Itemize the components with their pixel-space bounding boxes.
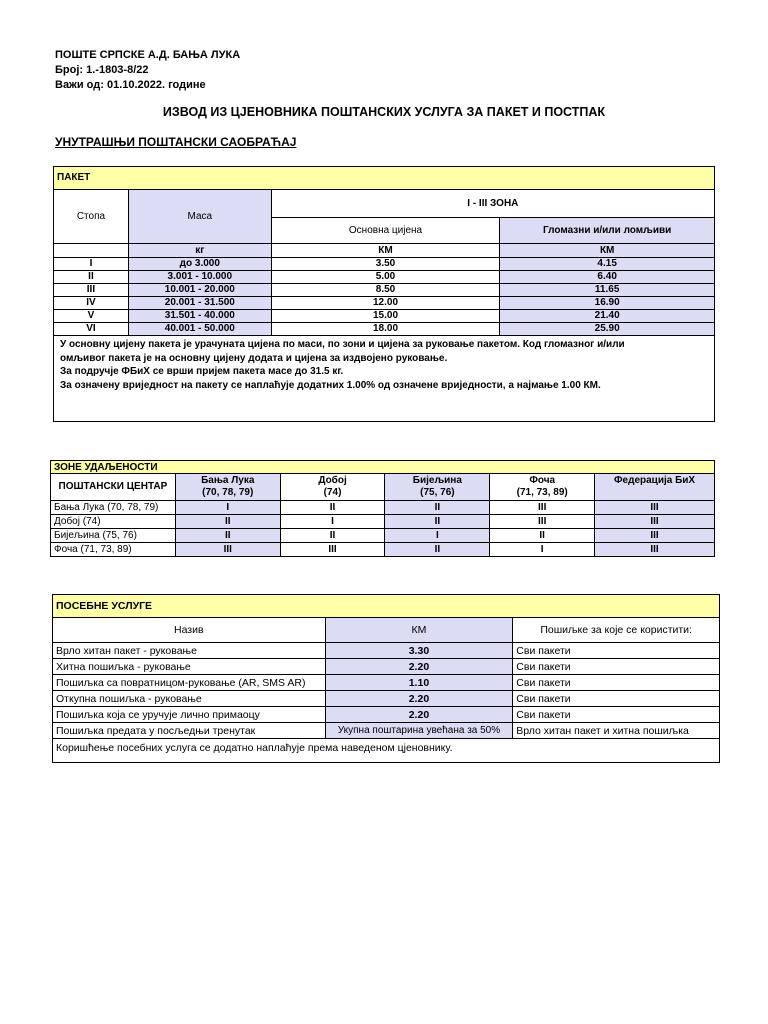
table-row <box>53 707 720 723</box>
col-zone-name: Добој <box>318 475 347 486</box>
col-zone-codes: (70, 78, 79) <box>202 487 254 498</box>
zone-cell: III <box>595 529 715 543</box>
table-row <box>53 675 720 691</box>
stopa-cell: VI <box>54 323 129 336</box>
col-osnovna: Основна цијена <box>271 218 500 244</box>
zone-cell: II <box>175 515 280 529</box>
glomazni-cell: 4.15 <box>500 258 715 271</box>
naziv-cell: Пошиљка са повратницом-руковање (AR, SMS AR) <box>53 675 326 691</box>
col-zone-name: Фоча <box>529 475 556 486</box>
col-posiljke: Пошиљке за које се користити: <box>513 618 720 643</box>
posiljke-cell: Сви пакети <box>513 643 720 659</box>
stopa-cell: IV <box>54 297 129 310</box>
km-cell: 2.20 <box>325 707 513 723</box>
zone-cell: I <box>490 543 595 557</box>
masa-cell: 20.001 - 31.500 <box>128 297 271 310</box>
col-zone-foca <box>490 474 595 501</box>
paket-note: У основну цијену пакета је урачуната цијена по маси, по зони и цијена за руковање пакетом. Код гломазног и/или <box>60 339 625 350</box>
posebne-footer: Коришћење посебних услуга се додатно наплаћује према наведеном цјеновнику. <box>53 739 720 763</box>
zone-cell: II <box>385 543 490 557</box>
header-org: ПОШТЕ СРПСКЕ А.Д. БАЊА ЛУКА <box>55 49 241 61</box>
naziv-cell: Врло хитан пакет - руковање <box>53 643 326 659</box>
zone-cell: III <box>595 515 715 529</box>
col-glomazni: Гломазни и/или ломљиви <box>500 218 715 244</box>
zone-heading: ЗОНЕ УДАЉЕНОСТИ <box>51 461 715 474</box>
zone-cell: I <box>385 529 490 543</box>
col-zone-name: Бања Лука <box>201 475 255 486</box>
page-title: ИЗВОД ИЗ ЦЈЕНОВНИКА ПОШТАНСКИХ УСЛУГА ЗА ПАКЕТ И ПОСТПАК <box>162 105 606 119</box>
paket-notes <box>54 336 715 422</box>
zone-cell: III <box>490 501 595 515</box>
col-stopa: Стопа <box>54 190 129 244</box>
table-row <box>54 284 715 297</box>
glomazni-cell: 21.40 <box>500 310 715 323</box>
zone-cell: II <box>280 529 385 543</box>
paket-table <box>53 166 715 422</box>
zone-cell: I <box>280 515 385 529</box>
table-row <box>53 643 720 659</box>
zone-row-name: Бијељина (75, 76) <box>51 529 176 543</box>
unit-km-osnovna: КМ <box>271 244 500 258</box>
col-zone-doboj <box>280 474 385 501</box>
col-zone-bijeljina <box>385 474 490 501</box>
unit-blank <box>54 244 129 258</box>
stopa-cell: II <box>54 271 129 284</box>
col-zone-codes: (74) <box>323 487 342 498</box>
masa-cell: 10.001 - 20.000 <box>128 284 271 297</box>
osnovna-cell: 3.50 <box>271 258 500 271</box>
paket-note: За подручје ФБиХ се врши пријем пакета масе до 31.5 кг. <box>60 366 344 377</box>
table-row <box>53 659 720 675</box>
osnovna-cell: 8.50 <box>271 284 500 297</box>
naziv-cell: Пошиљка која се уручује лично примаоцу <box>53 707 326 723</box>
posebne-table <box>52 594 720 763</box>
zone-cell: II <box>385 515 490 529</box>
col-center: ПОШТАНСКИ ЦЕНТАР <box>51 474 176 501</box>
osnovna-cell: 5.00 <box>271 271 500 284</box>
col-zone-name: Федерација БиХ <box>614 475 696 486</box>
header-number: Број: 1.-1803-8/22 <box>55 64 149 76</box>
zone-cell: II <box>280 501 385 515</box>
zone-table <box>50 460 715 557</box>
glomazni-cell: 25.90 <box>500 323 715 336</box>
glomazni-cell: 11.65 <box>500 284 715 297</box>
zone-cell: III <box>595 501 715 515</box>
stopa-cell: III <box>54 284 129 297</box>
col-zone-fbih <box>595 474 715 501</box>
zone-cell: I <box>175 501 280 515</box>
osnovna-cell: 18.00 <box>271 323 500 336</box>
zone-cell: II <box>175 529 280 543</box>
osnovna-cell: 12.00 <box>271 297 500 310</box>
zone-row-name: Добој (74) <box>51 515 176 529</box>
glomazni-cell: 16.90 <box>500 297 715 310</box>
naziv-cell: Пошиљка предата у посљедњи тренутак <box>53 723 326 739</box>
table-row <box>53 691 720 707</box>
table-row <box>54 310 715 323</box>
osnovna-cell: 15.00 <box>271 310 500 323</box>
zone-cell: III <box>595 543 715 557</box>
paket-note: омљивог пакета је на основну цијену додата и цијена за издвојено руковање. <box>60 352 448 364</box>
col-naziv: Назив <box>53 618 326 643</box>
col-zone-codes: (71, 73, 89) <box>516 487 568 498</box>
masa-cell: до 3.000 <box>128 258 271 271</box>
table-row <box>53 723 720 739</box>
zone-row-name: Бања Лука (70, 78, 79) <box>51 501 176 515</box>
glomazni-cell: 6.40 <box>500 271 715 284</box>
posebne-heading: ПОСЕБНЕ УСЛУГЕ <box>53 595 720 618</box>
table-row <box>51 515 715 529</box>
table-row <box>54 323 715 336</box>
stopa-cell: V <box>54 310 129 323</box>
table-row <box>54 297 715 310</box>
zone-cell: II <box>385 501 490 515</box>
km-cell: 2.20 <box>325 691 513 707</box>
km-cell: 3.30 <box>325 643 513 659</box>
posiljke-cell: Сви пакети <box>513 659 720 675</box>
posiljke-cell: Сви пакети <box>513 675 720 691</box>
table-row <box>51 529 715 543</box>
zone-cell: III <box>280 543 385 557</box>
naziv-cell: Откупна пошиљка - руковање <box>53 691 326 707</box>
page-subtitle: УНУТРАШЊИ ПОШТАНСКИ САОБРАЋАЈ <box>55 135 297 149</box>
stopa-cell: I <box>54 258 129 271</box>
col-zona: I - III ЗОНА <box>271 190 714 218</box>
naziv-cell: Хитна пошиљка - руковање <box>53 659 326 675</box>
header-valid: Важи од: 01.10.2022. године <box>55 79 206 91</box>
km-cell: 2.20 <box>325 659 513 675</box>
masa-cell: 40.001 - 50.000 <box>128 323 271 336</box>
masa-cell: 3.001 - 10.000 <box>128 271 271 284</box>
col-zone-name: Бијељина <box>412 475 462 486</box>
masa-cell: 31.501 - 40.000 <box>128 310 271 323</box>
unit-km-glomazni: КМ <box>500 244 715 258</box>
zone-cell: III <box>175 543 280 557</box>
col-km: КМ <box>325 618 513 643</box>
zone-cell: III <box>490 515 595 529</box>
km-cell: 1.10 <box>325 675 513 691</box>
table-row <box>51 501 715 515</box>
table-row <box>51 543 715 557</box>
table-row <box>54 258 715 271</box>
posiljke-cell: Врло хитан пакет и хитна пошиљка <box>513 723 720 739</box>
paket-note: За означену вриједност на пакету се наплаћује додатних 1.00% од означене вриједности, а најмање 1.00 КМ. <box>60 379 601 391</box>
col-zone-banjaluka <box>175 474 280 501</box>
unit-kg: кг <box>128 244 271 258</box>
zone-row-name: Фоча (71, 73, 89) <box>51 543 176 557</box>
posiljke-cell: Сви пакети <box>513 691 720 707</box>
col-zone-codes: (75, 76) <box>420 487 455 498</box>
km-cell: Укупна поштарина увећана за 50% <box>325 723 513 739</box>
posiljke-cell: Сви пакети <box>513 707 720 723</box>
col-masa: Маса <box>128 190 271 244</box>
table-row <box>54 271 715 284</box>
paket-heading: ПАКЕТ <box>54 167 715 190</box>
zone-cell: II <box>490 529 595 543</box>
